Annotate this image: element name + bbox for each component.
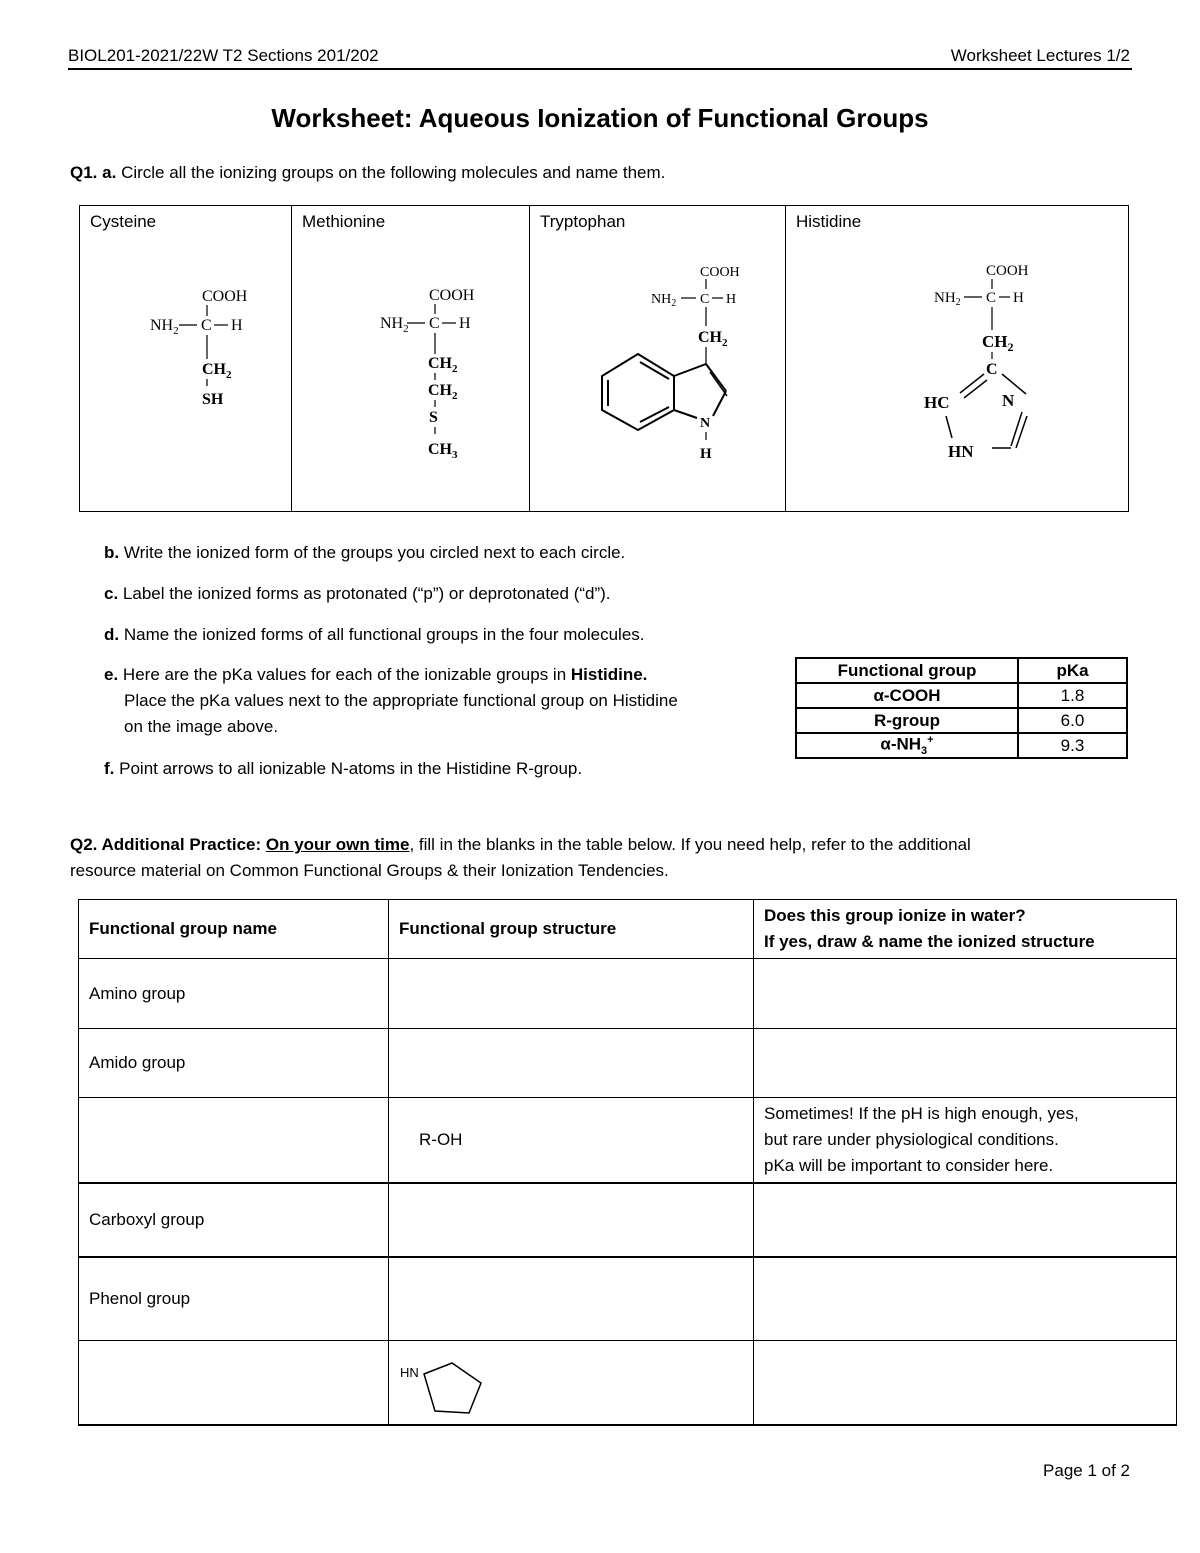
pka-group: R-group [796,708,1018,733]
his-ch2: $CH_2$ [982,332,1014,354]
pka-value: 1.8 [1018,683,1127,708]
row-name[interactable] [79,1341,389,1425]
table-row [79,1257,1177,1341]
q2-underline: On your own time [265,835,410,854]
q2-text-line2: resource material on Common Functional Groups & their Ionization Tendencies. [70,861,669,880]
met-h: H [459,315,471,332]
q2-text-line1: , fill in the blanks in the table below. If you need help, refer to the additional [409,835,971,854]
trp-n: N [700,416,711,431]
q1-label: Q1. [70,163,98,182]
his-c: C [986,290,997,306]
row-ionize[interactable] [754,1341,1177,1425]
pka-row [796,708,1127,733]
row-structure[interactable] [389,959,754,1029]
running-header-right: Worksheet Lectures 1/2 [950,46,1130,65]
functional-group-table [78,899,1177,1426]
pka-row [796,733,1127,758]
cell-cysteine [80,206,292,511]
q1c-text [104,581,611,607]
q1a-text [70,160,665,186]
molecule-table [79,205,1129,512]
page-title: Worksheet: Aqueous Ionization of Functional Groups [271,103,929,133]
trp-cooh: COOH [700,265,740,280]
cell-tryptophan [530,206,786,511]
his-hc: HC [924,393,950,412]
his-nh2: $NH_2$ [934,290,961,308]
q1e-text [104,662,794,740]
his-cooh: COOH [986,263,1029,279]
row-ionize[interactable] [754,1183,1177,1257]
row-ionize-line1: Sometimes! If the pH is high enough, yes, [764,1103,1079,1123]
molecule-name-methionine: Methionine [302,212,386,231]
pka-table [795,657,1128,759]
q2-label: Q2. Additional Practice: [70,835,262,854]
q2-text [70,832,1140,884]
q1d-text [104,622,645,648]
met-c: C [429,315,440,332]
q2-header-ionize [754,900,1177,959]
q1f-instruction: Point arrows to all ionizable N-atoms in the Histidine R-group. [119,759,583,778]
pka-header-row [796,658,1127,683]
trp-nh2: $NH_2$ [651,292,677,309]
molecule-name-histidine: Histidine [796,212,862,231]
q1a-instruction: Circle all the ionizing groups on the following molecules and name them. [121,163,666,182]
running-header-left: BIOL201-2021/22W T2 Sections 201/202 [68,46,379,65]
trp-c: C [700,292,710,307]
q1c-label: c. [104,584,119,603]
row-name: Amido group [79,1029,389,1098]
q1f-text [104,756,582,782]
tryptophan-structure [530,206,784,506]
table-row [79,1029,1177,1098]
row-ionize[interactable] [754,1257,1177,1341]
q2-header-row [79,900,1177,959]
page-number: Page 1 of 2 [1043,1461,1130,1480]
row-name: Phenol group [79,1257,389,1341]
q1e-label: e. [104,665,119,684]
q1e-line2: Place the pKa values next to the appropriate functional group on Histidine [124,691,678,710]
pka-group-sup: + [927,734,934,746]
header-rule [68,68,1132,70]
row-structure [389,1341,754,1425]
row-ionize-line3: pKa will be important to consider here. [764,1155,1054,1175]
trp-nh-h: H [700,446,712,462]
q1e-histidine: Histidine. [570,665,648,684]
q2-header-structure: Functional group structure [389,900,754,959]
q1e-line3: on the image above. [124,717,279,736]
cys-nh2: $NH_2$ [150,317,179,337]
q1f-label: f. [104,759,115,778]
table-row [79,1183,1177,1257]
row-ionize[interactable] [754,959,1177,1029]
histidine-structure [786,206,1128,506]
his-h: H [1013,290,1024,306]
pka-value: 6.0 [1018,708,1127,733]
table-row [79,1341,1177,1425]
cys-c: C [201,317,212,334]
cell-methionine [292,206,530,511]
molecule-name-cysteine: Cysteine [90,212,157,231]
row-ionize [754,1098,1177,1183]
cys-ch2: $CH_2$ [202,361,232,381]
met-ch2-a: $CH_2$ [428,355,458,375]
q1b-instruction: Write the ionized form of the groups you circled next to each circle. [123,543,626,562]
cys-cooh: COOH [202,288,248,305]
q1c-instruction: Label the ionized forms as protonated (“p”) or deprotonated (“d”). [122,584,611,603]
row-name: Amino group [79,959,389,1029]
cys-sh: SH [202,391,224,408]
pka-header-pka: pKa [1018,658,1127,683]
q2-header-ionize-line2: If yes, draw & name the ionized structure [764,932,1095,951]
row-name: Carboxyl group [79,1183,389,1257]
met-ch3: $CH_3$ [428,441,458,461]
pka-group [796,733,1018,758]
met-nh2: $NH_2$ [380,315,409,335]
pka-group: α-COOH [796,683,1018,708]
met-s: S [429,409,438,426]
q2-header-ionize-line1: Does this group ionize in water? [764,906,1026,925]
row-ionize[interactable] [754,1029,1177,1098]
table-row [79,1098,1177,1183]
row-structure[interactable] [389,1183,754,1257]
q1d-instruction: Name the ionized forms of all functional groups in the four molecules. [123,625,645,644]
cysteine-structure [80,206,290,506]
his-n: N [1002,391,1015,410]
molecule-name-tryptophan: Tryptophan [540,212,626,231]
pka-group-base: α-NH [880,734,922,754]
row-ionize-line2: but rare under physiological conditions. [764,1129,1059,1149]
pka-value: 9.3 [1018,733,1127,758]
his-hn: HN [948,442,974,461]
row-structure[interactable] [389,1257,754,1341]
pyrrolidine-structure [399,1349,499,1419]
pka-group-sub: 3 [921,745,928,758]
row-structure[interactable] [389,1029,754,1098]
row-structure: R-OH [389,1098,754,1183]
methionine-structure [292,206,528,506]
table-row [79,959,1177,1029]
cell-histidine [786,206,1130,511]
q1b-text [104,540,625,566]
met-ch2-b: $CH_2$ [428,382,458,402]
cys-h: H [231,317,243,334]
trp-h: H [726,292,737,307]
trp-ch2: $CH_2$ [698,329,728,349]
pyrrolidine-hn: HN [400,1365,419,1380]
q1b-label: b. [104,543,120,562]
met-cooh: COOH [429,287,475,304]
pka-header-group: Functional group [796,658,1018,683]
row-name[interactable] [79,1098,389,1183]
his-ring-c: C [986,361,998,378]
q1d-label: d. [104,625,120,644]
pka-row [796,683,1127,708]
q1e-instruction: Here are the pKa values for each of the ionizable groups in [122,665,571,684]
q2-header-name: Functional group name [79,900,389,959]
q1a-label: a. [102,163,117,182]
